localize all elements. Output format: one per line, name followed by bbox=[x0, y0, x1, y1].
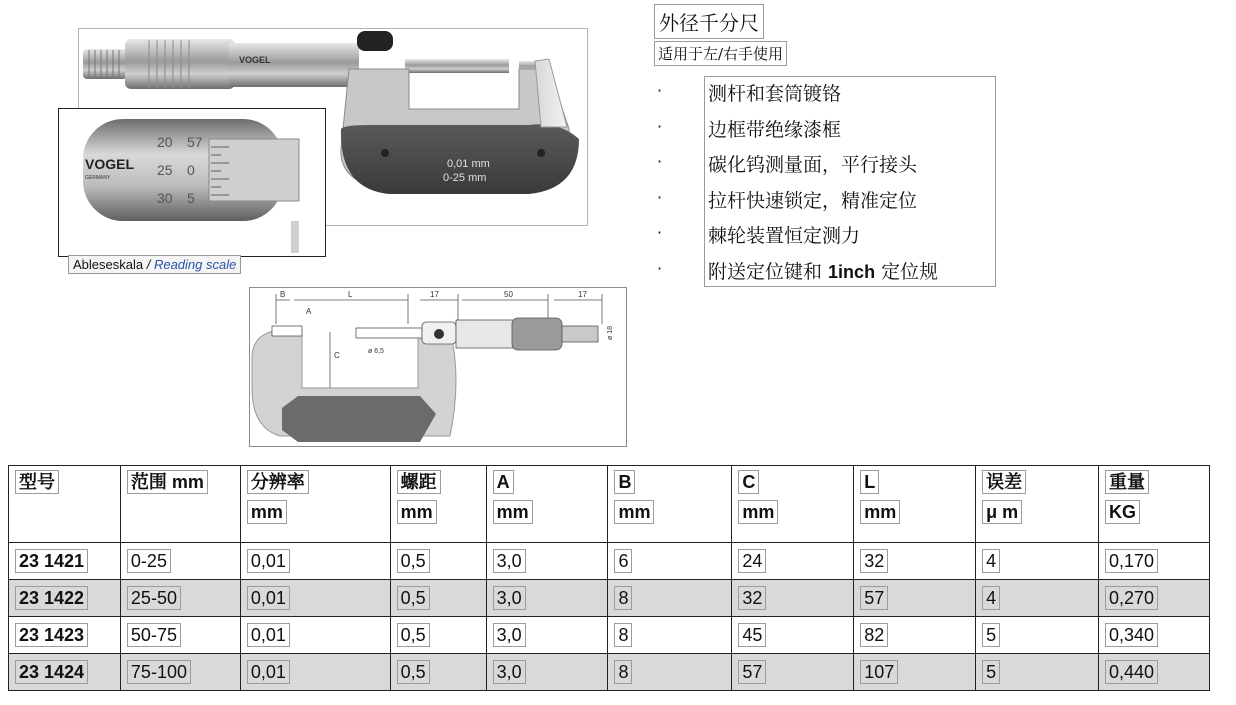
cell-value: 0,5 bbox=[397, 586, 430, 610]
table-cell bbox=[120, 654, 240, 691]
dim-50-label: 50 bbox=[504, 290, 513, 299]
cell-value: 0,5 bbox=[397, 549, 430, 573]
column-header-label: 螺距 bbox=[397, 470, 441, 494]
column-header-label: B bbox=[614, 470, 635, 494]
table-cell bbox=[608, 580, 732, 617]
cell-value: 32 bbox=[860, 549, 888, 573]
cell-value: 0,440 bbox=[1105, 660, 1158, 684]
cell-value: 3,0 bbox=[493, 549, 526, 573]
feature-text bbox=[708, 257, 938, 284]
bullet: · bbox=[657, 187, 663, 207]
cell-value: 32 bbox=[738, 586, 766, 610]
cell-value: 0,340 bbox=[1105, 623, 1158, 647]
table-row bbox=[9, 654, 1210, 691]
feature-text: 碳化钨测量面，平行接头 bbox=[708, 154, 918, 176]
cell-value: 45 bbox=[738, 623, 766, 647]
cell-value: 5 bbox=[982, 623, 1000, 647]
table-cell bbox=[976, 543, 1099, 580]
column-header-label: 重量 bbox=[1105, 470, 1149, 494]
cell-value: 4 bbox=[982, 549, 1000, 573]
dim-l-label: L bbox=[348, 290, 353, 299]
cell-value: 75-100 bbox=[127, 660, 191, 684]
table-row bbox=[9, 580, 1210, 617]
dim-a-label: A bbox=[306, 307, 312, 316]
inset-scale-right-mid: 0 bbox=[187, 162, 195, 178]
feature-text: 边框带绝缘漆框 bbox=[708, 118, 842, 141]
table-cell bbox=[732, 617, 854, 654]
column-header-label: A bbox=[493, 470, 514, 494]
cell-value: 6 bbox=[614, 549, 632, 573]
column-header-unit: mm bbox=[397, 500, 437, 524]
table-cell bbox=[120, 617, 240, 654]
table-cell bbox=[854, 654, 976, 691]
frame-label-resolution: 0,01 mm bbox=[447, 158, 490, 170]
list-item bbox=[654, 253, 999, 289]
table-cell bbox=[486, 580, 608, 617]
model-number: 23 1422 bbox=[15, 586, 88, 610]
table-header-row bbox=[9, 466, 1210, 543]
inset-scale-mid: 25 bbox=[157, 162, 173, 178]
feature-text: 测杆和套筒镀铬 bbox=[708, 83, 842, 105]
feature-text: 棘轮装置恒定测力 bbox=[708, 225, 861, 247]
feature-text-pre: 附送定位键和 bbox=[708, 260, 829, 283]
cell-value: 0,01 bbox=[247, 586, 290, 610]
cell-value: 0,01 bbox=[247, 549, 290, 573]
cell-value: 0,170 bbox=[1105, 549, 1158, 573]
column-header-unit: KG bbox=[1105, 500, 1140, 524]
column-header-unit: mm bbox=[738, 500, 778, 524]
model-number: 23 1424 bbox=[15, 660, 88, 684]
table-cell bbox=[390, 543, 486, 580]
table-cell bbox=[1099, 617, 1210, 654]
column-header-unit: μ m bbox=[982, 500, 1022, 524]
cell-value: 8 bbox=[614, 623, 632, 647]
cell-value: 82 bbox=[860, 623, 888, 647]
column-header bbox=[732, 466, 854, 543]
column-header bbox=[240, 466, 390, 543]
cell-value: 24 bbox=[738, 549, 766, 573]
cell-value: 0,5 bbox=[397, 660, 430, 684]
table-cell bbox=[608, 543, 732, 580]
table-cell bbox=[390, 580, 486, 617]
table-cell bbox=[608, 654, 732, 691]
column-header-label: 型号 bbox=[15, 470, 59, 494]
cell-value: 107 bbox=[860, 660, 898, 684]
bullet: · bbox=[657, 116, 663, 136]
frame-label-range: 0-25 mm bbox=[443, 172, 487, 184]
product-title: 外径千分尺 bbox=[654, 4, 764, 39]
table-row bbox=[9, 543, 1210, 580]
dim-c-label: C bbox=[334, 351, 340, 360]
column-header-label: 误差 bbox=[982, 470, 1026, 494]
cell-value: 25-50 bbox=[127, 586, 181, 610]
table-cell bbox=[486, 654, 608, 691]
cell-value: 5 bbox=[982, 660, 1000, 684]
inset-scale-top: 20 bbox=[157, 134, 173, 150]
inset-scale-bottom: 30 bbox=[157, 190, 173, 206]
column-header-label: L bbox=[860, 470, 879, 494]
brand-label: VOGEL bbox=[239, 55, 271, 65]
model-number: 23 1423 bbox=[15, 623, 88, 647]
table-cell bbox=[486, 543, 608, 580]
column-header bbox=[120, 466, 240, 543]
column-header-unit: mm bbox=[493, 500, 533, 524]
inset-scale-right-top: 57 bbox=[187, 134, 203, 150]
column-header bbox=[390, 466, 486, 543]
inset-scale-right-bottom: 5 bbox=[187, 190, 195, 206]
list-item bbox=[654, 111, 999, 147]
feature-text: 拉杆快速锁定，精准定位 bbox=[708, 189, 918, 212]
feature-text-post: 定位规 bbox=[875, 260, 939, 283]
table-cell bbox=[240, 580, 390, 617]
table-cell bbox=[976, 580, 1099, 617]
table-row bbox=[9, 617, 1210, 654]
column-header bbox=[976, 466, 1099, 543]
model-number-cell bbox=[9, 580, 121, 617]
cell-value: 0,270 bbox=[1105, 586, 1158, 610]
list-item bbox=[654, 75, 999, 111]
column-header-unit: mm bbox=[614, 500, 654, 524]
list-item bbox=[654, 217, 999, 253]
table-cell bbox=[240, 617, 390, 654]
cell-value: 57 bbox=[860, 586, 888, 610]
dim-17-left-label: 17 bbox=[430, 290, 439, 299]
model-number-cell bbox=[9, 617, 121, 654]
table-cell bbox=[486, 617, 608, 654]
model-number: 23 1421 bbox=[15, 549, 88, 573]
cell-value: 3,0 bbox=[493, 660, 526, 684]
cell-value: 3,0 bbox=[493, 586, 526, 610]
caption-english: Reading scale bbox=[153, 257, 237, 272]
cell-value: 0,5 bbox=[397, 623, 430, 647]
table-cell bbox=[854, 580, 976, 617]
cell-value: 50-75 bbox=[127, 623, 181, 647]
cell-value: 57 bbox=[738, 660, 766, 684]
column-header bbox=[9, 466, 121, 543]
column-header bbox=[608, 466, 732, 543]
cell-value: 4 bbox=[982, 586, 1000, 610]
table-cell bbox=[120, 580, 240, 617]
reading-scale-caption bbox=[68, 255, 241, 274]
model-number-cell bbox=[9, 654, 121, 691]
table-cell bbox=[976, 654, 1099, 691]
table-cell bbox=[854, 543, 976, 580]
bullet: · bbox=[657, 258, 663, 278]
bullet: · bbox=[657, 223, 663, 242]
table-cell bbox=[1099, 580, 1210, 617]
table-cell bbox=[1099, 654, 1210, 691]
column-header bbox=[1099, 466, 1210, 543]
table-cell bbox=[240, 543, 390, 580]
cell-value: 0,01 bbox=[247, 623, 290, 647]
dim-17-right-label: 17 bbox=[578, 290, 587, 299]
feature-list bbox=[654, 75, 999, 288]
feature-text-bold: 1inch bbox=[828, 261, 876, 282]
table-cell bbox=[732, 580, 854, 617]
table-cell bbox=[240, 654, 390, 691]
table-cell bbox=[854, 617, 976, 654]
inset-brand-sub: GERMANY bbox=[85, 175, 111, 181]
cell-value: 0,01 bbox=[247, 660, 290, 684]
column-header-label: 范围 mm bbox=[127, 470, 208, 494]
table-cell bbox=[390, 617, 486, 654]
column-header-unit: mm bbox=[860, 500, 900, 524]
table-cell bbox=[976, 617, 1099, 654]
reading-scale-inset bbox=[58, 108, 326, 257]
product-subtitle: 适用于左/右手使用 bbox=[654, 41, 787, 66]
column-header-label: 分辨率 bbox=[247, 470, 309, 494]
table-cell bbox=[732, 654, 854, 691]
cell-value: 8 bbox=[614, 586, 632, 610]
column-header bbox=[854, 466, 976, 543]
bullet: · bbox=[657, 81, 663, 100]
cell-value: 3,0 bbox=[493, 623, 526, 647]
caption-separator: / bbox=[143, 257, 154, 272]
column-header-unit: mm bbox=[247, 500, 287, 524]
cell-value: 0-25 bbox=[127, 549, 171, 573]
dim-b-label: B bbox=[280, 290, 286, 299]
caption-german: Ableseskala bbox=[73, 257, 144, 272]
dimension-drawing bbox=[250, 288, 626, 446]
column-header bbox=[486, 466, 608, 543]
list-item bbox=[654, 182, 999, 218]
dim-spindle-label: ø 6,5 bbox=[368, 348, 384, 355]
table-cell bbox=[120, 543, 240, 580]
bullet: · bbox=[657, 152, 663, 171]
table-body bbox=[9, 543, 1210, 691]
scale-zoom-illustration bbox=[59, 109, 325, 256]
list-item bbox=[654, 146, 999, 182]
table-cell bbox=[1099, 543, 1210, 580]
cell-value: 8 bbox=[614, 660, 632, 684]
table-cell bbox=[608, 617, 732, 654]
model-number-cell bbox=[9, 543, 121, 580]
technical-drawing bbox=[249, 287, 627, 447]
dim-diameter-label: ø 18 bbox=[607, 325, 614, 340]
spec-table bbox=[8, 465, 1210, 691]
table-cell bbox=[732, 543, 854, 580]
inset-brand-label: VOGEL bbox=[85, 156, 135, 172]
table-cell bbox=[390, 654, 486, 691]
column-header-label: C bbox=[738, 470, 759, 494]
